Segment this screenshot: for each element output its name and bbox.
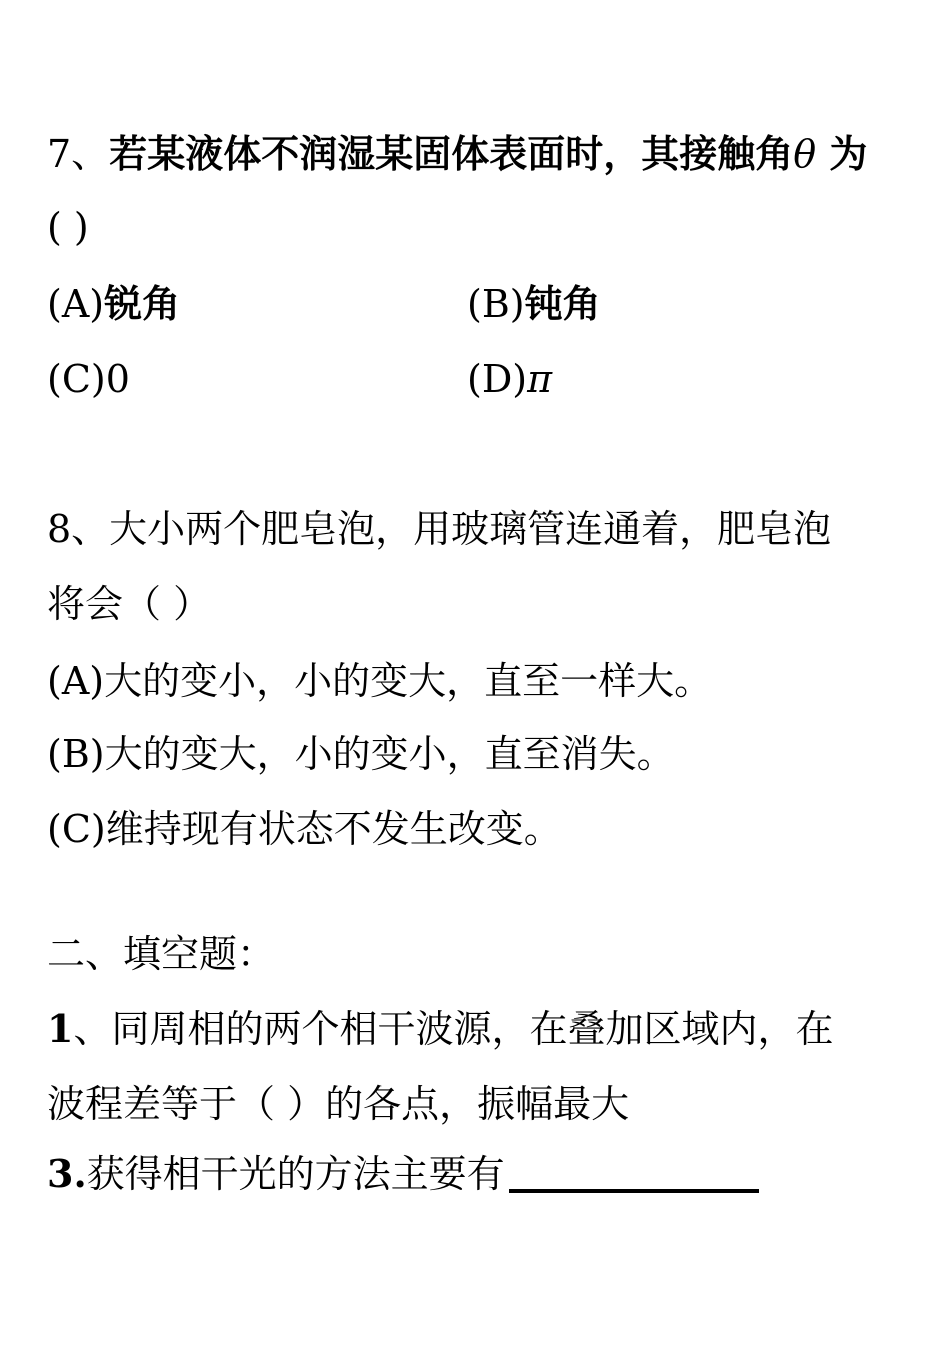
question-8-line-1: 8、大小两个肥皂泡，用玻璃管连通着，肥皂泡 [47,507,832,551]
option-label: (A) [47,659,105,703]
option-text: 维持现有状态不发生改变。 [105,807,562,851]
option-label: (C) [47,807,106,851]
pi-symbol: π [527,357,553,401]
option-label: (C) [47,357,106,401]
fill-question-3-number: 3. [47,1151,87,1196]
section-2-heading: 二、填空题： [47,932,276,976]
question-8-line-2: 将会（ ） [47,582,212,626]
option-text: 大的变小，小的变大，直至一样大。 [104,659,713,703]
question-7-option-a [47,280,180,328]
fill-question-1-number: 1 [47,1006,74,1051]
fill-question-1-line-1 [47,1005,833,1053]
question-8-option-c [47,805,562,853]
question-7-option-c [47,355,130,403]
fill-question-3-text: 获得相干光的方法主要有 [86,1152,505,1196]
question-7-text: 若某液体不润湿某固体表面时，其接触角 [109,131,794,176]
fill-question-1-line-2: 波程差等于（ ）的各点，振幅最大 [47,1082,630,1126]
theta-symbol: θ [793,132,817,176]
answer-blank-line[interactable] [509,1189,759,1193]
option-label: (D) [467,357,528,401]
question-7-number: 7、 [47,132,110,176]
option-text: 大的变大，小的变小，直至消失。 [104,732,675,776]
option-label: (A) [47,282,105,326]
option-text: 钝角 [524,281,601,326]
option-text: 锐角 [104,281,181,326]
question-7-line-1 [47,130,867,178]
fill-question-3 [47,1150,759,1198]
question-7-option-b [467,280,601,328]
question-7-option-d [467,355,552,403]
question-7-answer-paren: ( ) [47,205,89,249]
option-text: 0 [105,357,130,401]
option-label: (B) [47,732,105,776]
question-7-tail: 为 [816,131,868,176]
option-label: (B) [467,282,525,326]
question-8-option-a [47,657,712,705]
fill-question-1-text: 、同周相的两个相干波源，在叠加区域内，在 [73,1007,834,1051]
question-8-option-b [47,730,675,778]
